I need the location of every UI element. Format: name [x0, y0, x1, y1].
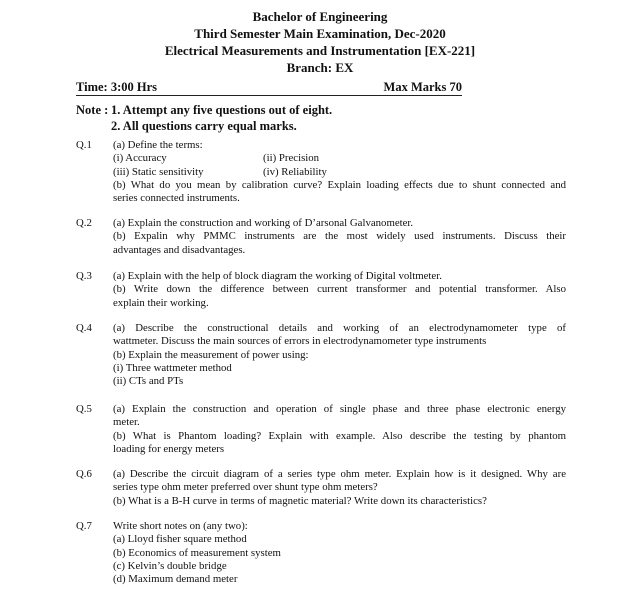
question-line: meter.: [113, 416, 140, 429]
time-label: Time: 3:00 Hrs: [76, 80, 158, 94]
term-item: (iv) Reliability: [263, 165, 327, 178]
header-degree: Bachelor of Engineering: [252, 9, 388, 24]
question-number: Q.3: [76, 270, 92, 282]
term-item: (iii) Static sensitivity: [113, 165, 204, 178]
question-line: (a) Explain the construction and operation of single phase and three phase electronic energy: [113, 403, 566, 415]
question-line: (a) Define the terms:: [113, 139, 203, 151]
question-line: (i) Three wattmeter method: [113, 361, 232, 374]
question-number: Q.4: [76, 322, 92, 334]
term-item: (ii) Precision: [263, 152, 320, 165]
question-line: explain their working.: [113, 296, 209, 309]
header-exam: Third Semester Main Examination, Dec-2020: [194, 26, 446, 41]
term-item: (i) Accuracy: [113, 152, 167, 165]
question-line: (b) Write down the difference between current transformer and potential transformer. Also: [113, 283, 566, 296]
question-line: (a) Lloyd fisher square method: [113, 533, 247, 546]
question-line: (ii) CTs and PTs: [113, 375, 184, 388]
question-line: series type ohm meter preferred over shunt type ohm meters?: [113, 481, 378, 494]
note-item: 1. Attempt any five questions out of eight.: [111, 103, 333, 117]
question-line: (a) Describe the constructional details and working of an electrodynamometer type of: [113, 322, 566, 334]
header-divider: [76, 95, 462, 96]
question-line: (c) Kelvin’s double bridge: [113, 559, 227, 572]
question-number: Q.5: [76, 403, 92, 415]
question-line: (b) Economics of measurement system: [113, 546, 281, 559]
header-branch: Branch: EX: [286, 60, 354, 75]
question-line: (b) What do you mean by calibration curve? Explain loading effects due to shunt connected and: [113, 178, 566, 191]
question-line: advantages and disadvantages.: [113, 243, 246, 256]
question-line: series connected instruments.: [113, 192, 240, 205]
question-number: Q.6: [76, 468, 92, 480]
question-line: loading for energy meters: [113, 442, 225, 455]
question-line: Write short notes on (any two):: [113, 520, 248, 532]
question-line: (a) Explain the construction and working of D’arsonal Galvanometer.: [113, 217, 414, 229]
question-line: (b) What is Phantom loading? Explain with example. Also describe the testing by phantom: [113, 429, 566, 442]
note-item: 2. All questions carry equal marks.: [111, 119, 297, 133]
question-line: (b) Expalin why PMMC instruments are the most widely used instruments. Discuss their: [113, 230, 566, 243]
question-line: (b) Explain the measurement of power using:: [113, 348, 309, 361]
question-number: Q.1: [76, 139, 92, 151]
question-line: (d) Maximum demand meter: [113, 573, 238, 586]
note-label: Note :: [76, 103, 109, 117]
question-line: (a) Describe the circuit diagram of a series type ohm meter. Explain how is it designed. Why are: [113, 468, 566, 480]
question-number: Q.7: [76, 520, 92, 532]
header-subject: Electrical Measurements and Instrumentation [EX-221]: [164, 43, 476, 58]
question-number: Q.2: [76, 217, 92, 229]
question-line: (b) What is a B-H curve in terms of magnetic material? Write down its characteristics?: [113, 494, 487, 507]
question-line: (a) Explain with the help of block diagram the working of Digital voltmeter.: [113, 270, 442, 282]
max-marks-label: Max Marks 70: [383, 80, 462, 94]
question-line: wattmeter. Discuss the main sources of errors in electrodynamometer type instruments: [113, 335, 487, 348]
